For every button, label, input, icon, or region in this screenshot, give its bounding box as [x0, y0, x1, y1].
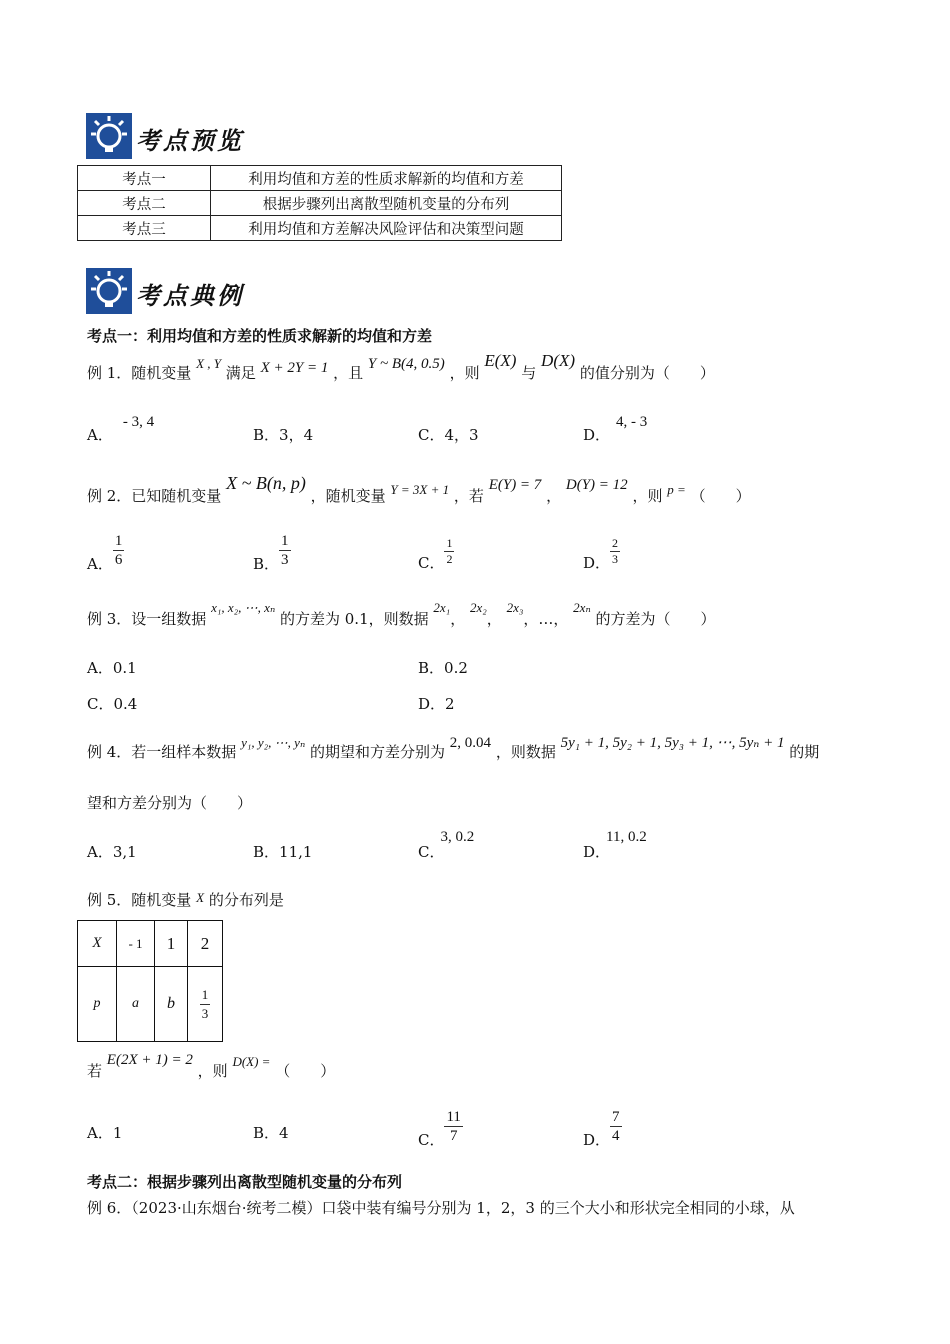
option-c [418, 536, 454, 572]
option-d: D．2 [418, 695, 455, 713]
text: ，若 [453, 487, 484, 505]
denominator: 3 [612, 552, 619, 566]
numerator: 1 [200, 986, 211, 1005]
table-cell: 2 [188, 921, 223, 967]
option-a [87, 414, 155, 445]
option-b: B．11,1 [253, 843, 313, 861]
math: 2, 0.04 [449, 735, 492, 751]
text: D． [583, 843, 611, 861]
numerator: 1 [446, 536, 453, 550]
text: 例 2．已知随机变量 [87, 487, 222, 505]
math: p = [667, 482, 686, 497]
math: X [196, 890, 205, 905]
fraction [444, 1108, 462, 1145]
text: C． [418, 843, 445, 861]
distribution-table [77, 920, 223, 1042]
preview-heading-title: 考点预览 [136, 126, 244, 155]
example-2 [87, 473, 751, 506]
math: Y = 3X + 1 [390, 482, 450, 497]
table-cell: 1 [155, 921, 188, 967]
text: D． [583, 426, 611, 444]
table-cell: - 1 [117, 921, 155, 967]
text: 若 [87, 1062, 103, 1080]
table-cell: 考点一 [78, 166, 211, 191]
math: 2xₙ [573, 600, 591, 615]
option-c: C．0.4 [87, 695, 138, 713]
fraction [444, 536, 454, 567]
text: C． [418, 553, 445, 572]
text: 的分布列是 [208, 891, 284, 909]
math: E(Y) = 7 [488, 477, 542, 493]
math: x₁, x₂, ⋯, xₙ [211, 600, 276, 615]
fraction [610, 1108, 622, 1145]
text: C． [418, 1130, 445, 1149]
text: 满足 [225, 364, 256, 382]
math: 2x₃ [506, 600, 524, 615]
option-d [583, 536, 620, 572]
option-b: B．3，4 [253, 426, 314, 444]
option-d [583, 414, 648, 445]
text: 与 [521, 364, 537, 382]
math: y₁, y₂, ⋯, yₙ [241, 735, 306, 750]
text: …， [538, 610, 569, 628]
text: 的期 [789, 743, 820, 761]
text: ， [546, 487, 562, 505]
math: D(X) = [232, 1054, 271, 1069]
table-cell: 考点二 [78, 191, 211, 216]
math: 4, - 3 [616, 414, 648, 430]
math: X + 2Y = 1 [260, 360, 329, 376]
math: 5y₁ + 1, 5y₂ + 1, 5y₃ + 1, ⋯, 5yₙ + 1 [560, 735, 785, 751]
text: 的方差为（ ） [595, 610, 716, 628]
option-b: B．4 [253, 1124, 289, 1142]
math: X ~ B(n, p) [226, 473, 306, 493]
text: ，则 [449, 364, 480, 382]
text: 的期望和方差分别为 [310, 743, 446, 761]
text: B． [253, 554, 280, 573]
section-title: 考点一：利用均值和方差的性质求解新的均值和方差 [87, 327, 433, 345]
option-a [87, 532, 124, 573]
text: ，且 [333, 364, 364, 382]
denominator: 4 [612, 1128, 620, 1144]
math: 2x₂ [469, 600, 487, 615]
text: ，则 [197, 1062, 228, 1080]
math: 11, 0.2 [606, 829, 647, 845]
math: E(2X + 1) = 2 [106, 1052, 193, 1068]
fraction [279, 532, 291, 569]
table-cell: a [117, 967, 155, 1042]
example-5-question [87, 1052, 336, 1081]
table-cell: 根据步骤列出离散型随机变量的分布列 [211, 191, 562, 216]
preview-table [77, 165, 562, 241]
denominator: 6 [114, 552, 123, 568]
denominator: 3 [201, 1005, 209, 1021]
math: X , Y [196, 356, 222, 371]
option-c [418, 1108, 463, 1149]
fraction [200, 986, 211, 1023]
math: D(X) [541, 351, 576, 370]
text: D． [583, 1130, 611, 1149]
examples-heading-title: 考点典例 [136, 281, 244, 310]
example-6: 例 6．（2023·山东烟台·统考二模）口袋中装有编号分别为 1，2，3 的三个大小和形状完全相同的小球，从 [87, 1199, 795, 1217]
text: ，随机变量 [310, 487, 386, 505]
text: 例 1．随机变量 [87, 364, 192, 382]
table-cell: X [78, 921, 117, 967]
text: 例 5．随机变量 [87, 891, 192, 909]
lightbulb-icon [86, 268, 132, 314]
table-cell: p [78, 967, 117, 1042]
text: 例 3．设一组数据 [87, 610, 207, 628]
math: Y ~ B(4, 0.5) [367, 356, 445, 372]
text: D． [583, 553, 611, 572]
option-d [583, 829, 647, 862]
example-5 [87, 889, 284, 910]
math: - 3, 4 [122, 414, 155, 430]
table-row [78, 166, 562, 191]
option-b [253, 532, 291, 573]
math: E(X) [484, 351, 517, 370]
table-row [78, 967, 223, 1042]
fraction [113, 532, 125, 569]
section-title: 考点二：根据步骤列出离散型随机变量的分布列 [87, 1173, 403, 1191]
text: A． [87, 554, 113, 573]
fraction [610, 536, 620, 567]
math: D(Y) = 12 [565, 477, 628, 493]
option-c: C．4，3 [418, 426, 479, 444]
example-1 [87, 351, 715, 383]
table-cell: 考点三 [78, 216, 211, 241]
table-cell: b [155, 967, 188, 1042]
table-row [78, 921, 223, 967]
option-d [583, 1108, 622, 1149]
table-row [78, 216, 562, 241]
math: 3, 0.2 [440, 829, 475, 845]
text: （ ） [690, 487, 751, 505]
math: 2x₁ [433, 600, 451, 615]
table-cell: 利用均值和方差解决风险评估和决策型问题 [211, 216, 562, 241]
example-4-continued: 望和方差分别为（ ） [87, 794, 253, 812]
denominator: 7 [449, 1128, 458, 1144]
table-row [78, 191, 562, 216]
text: 的方差为 0.1，则数据 [280, 610, 429, 628]
option-a: A．1 [87, 1124, 123, 1142]
option-c [418, 829, 475, 862]
text: 例 4．若一组样本数据 [87, 743, 237, 761]
numerator: 11 [446, 1109, 461, 1125]
example-4 [87, 735, 820, 762]
numerator: 1 [281, 533, 289, 549]
text: ，则 [632, 487, 663, 505]
denominator: 3 [281, 552, 289, 568]
numerator: 7 [612, 1109, 620, 1125]
table-cell [188, 967, 223, 1042]
option-b: B．0.2 [418, 659, 468, 677]
option-a: A．3,1 [87, 843, 137, 861]
text: 的值分别为（ ） [579, 364, 715, 382]
table-cell: 利用均值和方差的性质求解新的均值和方差 [211, 166, 562, 191]
text: ，则数据 [495, 743, 556, 761]
example-3: 例 3．设一组数据 x₁, x₂, ⋯, xₙ 的方差为 0.1，则数据 2x₁， 2x₂， 2x₃，…， 2xₙ 的方差为（ ） [87, 600, 716, 628]
numerator: 2 [612, 536, 619, 550]
denominator: 2 [446, 552, 453, 566]
numerator: 1 [114, 533, 123, 549]
lightbulb-icon [86, 113, 132, 159]
option-a: A．0.1 [87, 659, 137, 677]
text: （ ） [275, 1062, 336, 1080]
text: A． [87, 426, 113, 444]
